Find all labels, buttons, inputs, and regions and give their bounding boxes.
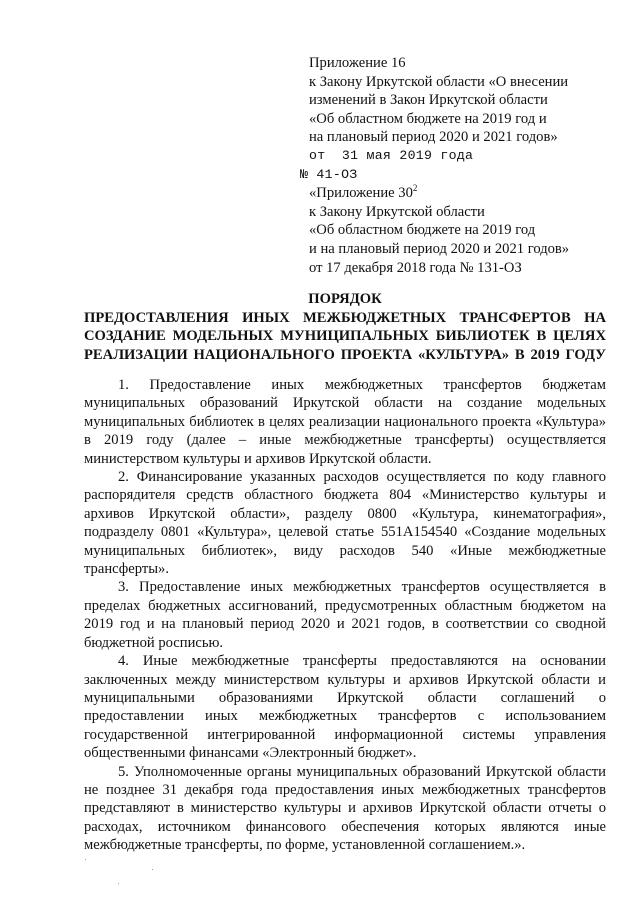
document-body (84, 376, 606, 855)
title-line: ПРЕДОСТАВЛЕНИЯ ИНЫХ МЕЖБЮДЖЕТНЫХ ТРАНСФЕРТОВ НА (84, 309, 606, 326)
law-date: от 31 мая 2019 года (309, 147, 474, 163)
scan-speck (152, 869, 153, 870)
title-line: РЕАЛИЗАЦИИ НАЦИОНАЛЬНОГО ПРОЕКТА «КУЛЬТУРА» В 2019 ГОДУ (84, 346, 606, 363)
appendix-header (300, 54, 609, 277)
scan-speck (85, 859, 86, 860)
appendix-line: и на плановый период 2020 и 2021 годов» (309, 240, 570, 257)
appendix-line: к Закону Иркутской области «О внесении (309, 73, 569, 90)
appendix-line: от 17 декабря 2018 года № 131-ОЗ (309, 259, 522, 276)
paragraph-2: 2. Финансирование указанных расходов осуществляется по коду главного распорядителя средств областного бюджета 804 «Министерство культуры и архивов Иркутской области», разделу 0800 «Культура, кинематография», подразделу 0801 «Культура», целевой статье 551А154540 «Создание модельных муниципальных библиотек», виду расходов 540 «Иные межбюджетные трансферты». (84, 469, 606, 578)
appendix-line: на плановый период 2020 и 2021 годов» (309, 129, 558, 146)
annex-superscript: 2 (412, 183, 418, 194)
document-title (84, 290, 606, 364)
paragraph-4: 4. Иные межбюджетные трансферты предоставляются на основании заключенных между министерством культуры и архивов Иркутской области и муниципальными образованиями Иркутской области соглашений о предоставлении иных межбюджетных трансфертов с использованием государственной интегрированной информационной системы управления общественными финансами «Электронный бюджет». (84, 653, 606, 762)
scan-speck (118, 883, 119, 884)
annex-title (309, 184, 609, 203)
title-heading: ПОРЯДОК (308, 291, 382, 307)
title-line: СОЗДАНИЕ МОДЕЛЬНЫХ МУНИЦИПАЛЬНЫХ БИБЛИОТЕК В ЦЕЛЯХ (84, 328, 606, 344)
paragraph-1: 1. Предоставление иных межбюджетных трансфертов бюджетам муниципальных образований Иркутской области на создание модельных муниципальных библиотек в целях реализации национального проекта «Культура» в 2019 году (далее – иные межбюджетные трансферты) осуществляется министерством культуры и архивов Иркутской области. (84, 377, 606, 467)
paragraph-5: 5. Уполномоченные органы муниципальных образований Иркутской области не позднее 31 декабря года предоставления иных межбюджетных трансфертов представляют в министерство культуры и архивов Иркутской области отчеты о расходах, источником финансового обеспечения которых являются иные межбюджетные трансферты, по форме, установленной соглашением.». (84, 763, 606, 854)
appendix-line: «Об областном бюджете на 2019 год (309, 222, 536, 239)
paragraph-3: 3. Предоставление иных межбюджетных трансфертов осуществляется в пределах бюджетных ассигнований, предусмотренных областным бюджетом на 2019 год и на плановый период 2020 и 2021 годов, в соответствии со сводной бюджетной росписью. (84, 579, 606, 651)
annex-title-text: «Приложение 30 (309, 185, 413, 202)
appendix-line: «Об областном бюджете на 2019 год и (309, 110, 547, 127)
appendix-line: к Закону Иркутской области (309, 203, 485, 220)
law-number: № 41-ОЗ (300, 166, 358, 182)
appendix-line: изменений в Закон Иркутской области (309, 92, 548, 109)
appendix-line: Приложение 16 (309, 55, 406, 71)
